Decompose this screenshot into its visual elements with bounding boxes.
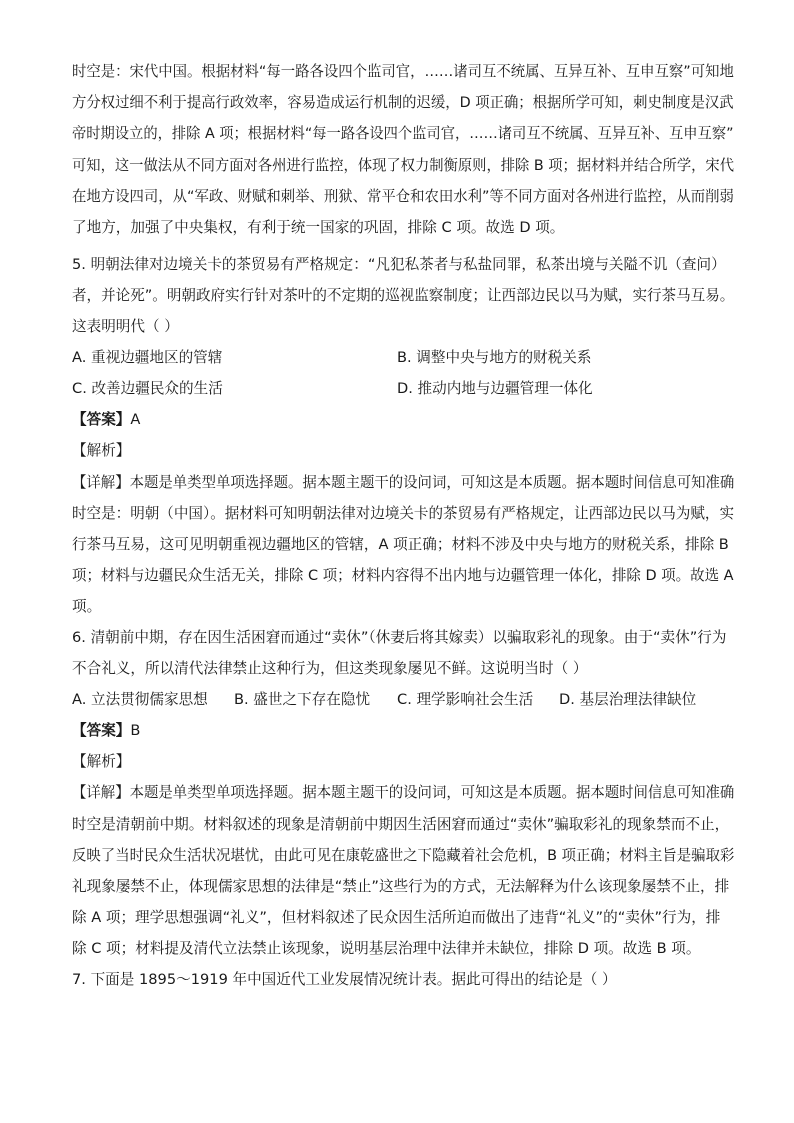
q5-stem-line: 者，并论死”。明朝政府实行针对茶叶的不定期的巡视监察制度；让西部边民以马为赋，实行茶马互易。 xyxy=(72,287,735,304)
q6-option-d: D. 基层治理法律缺位 xyxy=(559,691,697,708)
q6-detail-line: 礼现象屡禁不止，体现儒家思想的法律是“禁止”这些行为的方式，无法解释为什么该现象屡禁不止，排 xyxy=(72,878,730,895)
q5-stem-line: 这表明明代（ ） xyxy=(72,318,179,335)
q6-stem-line: 不合礼义，所以清代法律禁止这种行为，但这类现象屡见不鲜。这说明当时（ ） xyxy=(72,660,588,677)
q5-option-a: A. 重视边疆地区的管辖 xyxy=(72,349,223,366)
q4-detail-line: 时空是：宋代中国。根据材料“每一路各设四个监司官，……诸司互不统属、互异互补、互申互察”可知地 xyxy=(72,63,734,80)
q5-detail-line: 行茶马互易，这可见明朝重视边疆地区的管辖，A 项正确；材料不涉及中央与地方的财税关系，排除 B xyxy=(72,536,729,553)
q6-detail-line: 除 C 项；材料提及清代立法禁止该现象，说明基层治理中法律并未缺位，排除 D 项。故选 B 项。 xyxy=(72,940,701,957)
q5-detail-line: 时空是：明朝（中国）。据材料可知明朝法律对边境关卡的茶贸易有严格规定，让西部边民以马为赋，实 xyxy=(72,505,735,522)
q6-analysis-label: 【解析】 xyxy=(72,753,131,770)
q5-detail-line: 项。 xyxy=(72,598,102,615)
q6-detail-line: 【详解】本题是单类型单项选择题。据本题主题干的设问词，可知这是本质题。据本题时间信息可知准确 xyxy=(72,784,735,801)
q7-stem-line: 7. 下面是 1895～1919 年中国近代工业发展情况统计表。据此可得出的结论是（ ） xyxy=(72,971,617,988)
q4-detail-line: 可知，这一做法从不同方面对各州进行监控，体现了权力制衡原则，排除 B 项；据材料并结合所学，宋代 xyxy=(72,157,735,174)
q6-stem-line: 6. 清朝前中期，存在因生活困窘而通过“卖休”（休妻后将其嫁卖）以骗取彩礼的现象。由于“卖休”行为 xyxy=(72,629,727,646)
answer-label: 【答案】 xyxy=(72,411,131,428)
q6-option-b: B. 盛世之下存在隐忧 xyxy=(234,691,371,708)
q5-option-d: D. 推动内地与边疆管理一体化 xyxy=(397,380,593,397)
q5-option-b: B. 调整中央与地方的财税关系 xyxy=(397,349,592,366)
q4-detail-line: 在地方设四司，从“军政、财赋和刺举、刑狱、常平仓和农田水利”等不同方面对各州进行监控，从而削弱 xyxy=(72,188,734,205)
q6-answer xyxy=(72,721,140,741)
answer-value: B xyxy=(130,722,141,739)
q5-stem-line: 5. 明朝法律对边境关卡的茶贸易有严格规定：“凡犯私茶者与私盐同罪，私茶出境与关隘不讥（查问） xyxy=(72,256,726,273)
q6-detail-line: 反映了当时民众生活状况堪忧，由此可见在康乾盛世之下隐藏着社会危机，B 项正确；材料主旨是骗取彩 xyxy=(72,847,735,864)
answer-value: A xyxy=(130,411,141,428)
q5-option-c: C. 改善边疆民众的生活 xyxy=(72,380,223,397)
q4-detail-line: 了地方，加强了中央集权，有利于统一国家的巩固，排除 C 项。故选 D 项。 xyxy=(72,219,565,236)
q6-option-a: A. 立法贯彻儒家思想 xyxy=(72,691,208,708)
q6-detail-line: 时空是清朝前中期。材料叙述的现象是清朝前中期因生活困窘而通过“卖休”骗取彩礼的现象禁而不止， xyxy=(72,816,730,833)
answer-label: 【答案】 xyxy=(72,722,131,739)
q6-option-c: C. 理学影响社会生活 xyxy=(397,691,534,708)
q4-detail-line: 帝时期设立的，排除 A 项；根据材料“每一路各设四个监司官，……诸司互不统属、互异互补、互申互察” xyxy=(72,125,734,142)
q5-analysis-label: 【解析】 xyxy=(72,442,131,459)
q5-answer xyxy=(72,410,140,430)
q6-detail-line: 除 A 项；理学思想强调“礼义”，但材料叙述了民众因生活所迫而做出了违背“礼义”的“卖休”行为，排 xyxy=(72,909,721,926)
q5-detail-line: 【详解】本题是单类型单项选择题。据本题主题干的设问词，可知这是本质题。据本题时间信息可知准确 xyxy=(72,474,735,491)
q5-detail-line: 项；材料与边疆民众生活无关，排除 C 项；材料内容得不出内地与边疆管理一体化，排除 D 项。故选 A xyxy=(72,567,734,584)
q4-detail-line: 方分权过细不利于提高行政效率，容易造成运行机制的迟缓，D 项正确；根据所学可知，刺史制度是汉武 xyxy=(72,94,734,111)
